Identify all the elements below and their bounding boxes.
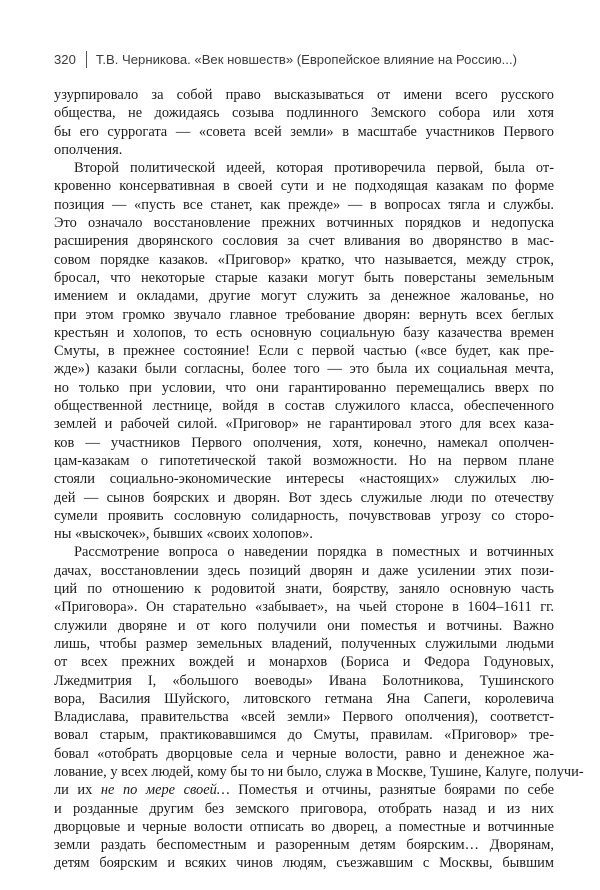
italic-quote: не по мере своей… [100, 782, 230, 799]
text-line: лование, у всех людей, кому бы то ни было, служа в Москве, Тушине, Калуге, получи- [54, 763, 584, 780]
text-line: но только при условии, что они гарантированно перемещались вверх по [54, 379, 554, 396]
text-line: цам-казакам о гипотетической такой возможности. Но на первом плане [54, 452, 554, 469]
text-line: ополчения. [54, 141, 123, 158]
text-line: сумели проявить сословную солидарность, почувствовав угрозу со сторо- [54, 507, 554, 524]
text-line: имением и окладами, другие могут служить за денежное жалованье, но [54, 288, 554, 305]
text-line: Владислава, правительства «всей земли» Первого ополчения), соответст- [54, 709, 554, 726]
text-line: «Приговора». Он старательно «забывает», на чьей стороне в 1604–1611 гг. [54, 599, 554, 616]
text-line: Лжедмитрия I, «большого воеводы» Ивана Болотникова, Тушинского [54, 672, 554, 689]
text-line: лишь, чтобы размер земельных владений, полученных служилыми людьми [54, 635, 554, 652]
text-line: дачах, восстановлении здесь позиций дворян и даже усилении этих пози- [54, 562, 554, 579]
text-line: бросал, что некоторые старые казаки могут быть поверстаны земельным [54, 269, 554, 286]
running-header [54, 50, 517, 68]
text-line: кровенно консервативная в своей сути и не подходящая казакам по форме [54, 178, 554, 195]
text-line: служили дворяне и от кого получили они поместья и вотчины. Важно [54, 617, 554, 634]
text-line: Рассмотрение вопроса о наведении порядка в поместных и вотчинных [74, 544, 554, 561]
text-line: дей — сынов боярских и дворян. Вот здесь служилые люди по отечеству [54, 489, 554, 506]
text-line: расширения дворянского сословия за счет вливания во дворянство в мас- [54, 233, 554, 250]
text-line: от всех прежних вождей и монархов (Бориса и Федора Годуновых, [54, 654, 554, 671]
text-line: бовал «отобрать дворцовые села и черные волости, равно и денежное жа- [54, 745, 554, 762]
text-line: позиция — «пусть все станет, как прежде» — в вопросах тягла и службы. [54, 196, 554, 213]
text-line: ков — участников Первого ополчения, хотя, конечно, намекал ополчен- [54, 434, 554, 451]
text-line: общественной лестнице, войдя в состав служилого класса, обеспеченного [54, 398, 554, 415]
text-line: дворцовые и черные волости отписать во дворец, а поместные и вотчинные [54, 818, 554, 835]
text-line: жде») казаки были согласны, более того — это была их социальная мечта, [54, 361, 554, 378]
text-line: вовал старым, практиковавшимся до Смуты, правилам. «Приговор» тре- [54, 727, 554, 744]
text-line: Смуты, в прежнее состояние! Если с первой частью («все будет, как пре- [54, 343, 554, 360]
text-line: узурпировало за собой право высказываться от имени всего русского [54, 87, 554, 103]
text-line: ций по отношению к родовитой знати, боярству, заняло основную часть [54, 581, 554, 598]
text-line: и розданные другим без земского приговора, отобрать назад и из них [54, 800, 554, 817]
text-line [54, 781, 554, 799]
running-title: Т.В. Черникова. «Век новшеств» (Европейское влияние на Россию...) [95, 51, 517, 67]
text-line: вора, Василия Шуйского, литовского гетмана Яна Сапеги, королевича [54, 690, 554, 707]
text-line: землей и рабочей силой. «Приговор» не гарантировал этого для всех каза- [54, 416, 554, 433]
text-run: ли их [54, 782, 101, 799]
text-line: Это означало восстановление прежних вотчинных порядков и недопуска [54, 215, 554, 232]
page-number: 320 [54, 51, 76, 67]
text-line: бы его суррогата — «совета всей земли» в масштабе участников Первого [54, 123, 554, 140]
text-line: при этом громко звучало главное требование дворян: вернуть всех беглых [54, 306, 554, 323]
text-run: Поместья и отчины, разнятые боярами по себе [229, 782, 554, 799]
text-line: ны «выскочек», бывших «своих холопов». [54, 526, 313, 543]
text-line: крестьян и холопов, то есть основную социальную базу казачества времен [54, 324, 554, 341]
text-line: Второй политической идеей, которая противоречила первой, была от- [74, 160, 554, 177]
header-divider [86, 51, 87, 68]
text-line: совом порядке казаков. «Приговор» кратко, что называется, между строк, [54, 251, 554, 268]
text-line: детям боярским и всяких чинов людям, съезжавшим с Москвы, бывшим [54, 855, 554, 872]
text-line: земли раздать беспоместным и разоренным детям боярским… Дворянам, [54, 837, 554, 854]
text-line: общества, не дожидаясь созыва подлинного Земского собора или хотя [54, 105, 554, 122]
body-text [54, 86, 584, 873]
text-line: стояли социально-экономические интересы «настоящих» служилых лю- [54, 471, 554, 488]
